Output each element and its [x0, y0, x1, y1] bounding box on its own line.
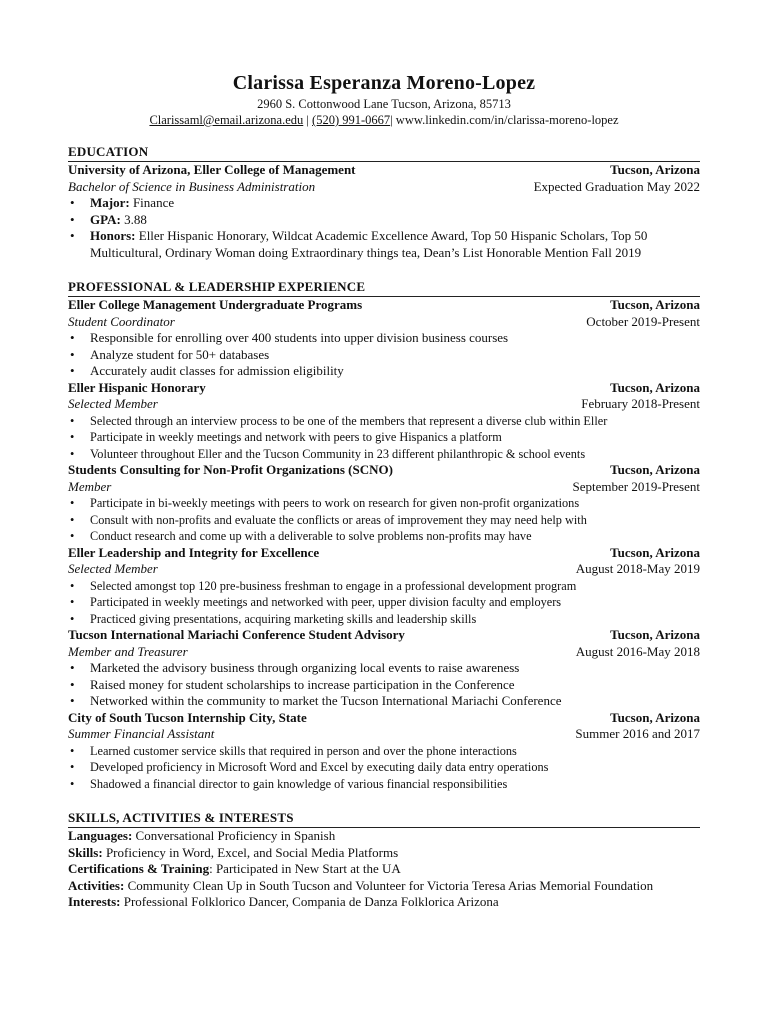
- skill-label: Certifications & Training: [68, 861, 210, 876]
- school-location: Tucson, Arizona: [610, 162, 700, 177]
- skill-label: Languages:: [68, 828, 133, 843]
- list-item: • Participated in weekly meetings and networked with peer, upper division faculty and employers: [68, 594, 700, 611]
- linkedin-url: www.linkedin.com/in/clarissa-moreno-lopez: [395, 113, 619, 127]
- org-location: Tucson, Arizona: [610, 297, 700, 312]
- email-link[interactable]: Clarissaml@email.arizona.edu: [149, 113, 304, 127]
- skill-line: [68, 828, 700, 845]
- major-value: Finance: [129, 195, 175, 210]
- list-item: • Networked within the community to market the Tucson International Mariachi Conference: [68, 693, 700, 710]
- candidate-name: Clarissa Esperanza Moreno-Lopez: [232, 72, 536, 94]
- list-item: • Shadowed a financial director to gain knowledge of various financial responsibilities: [68, 776, 700, 793]
- list-item: • Consult with non-profits and evaluate the conflicts or areas of improvement they may need help with: [68, 512, 700, 529]
- skill-value: Community Clean Up in South Tucson and Volunteer for Victoria Teresa Arias Memorial Foundation: [124, 877, 654, 893]
- major-label: Major:: [90, 195, 130, 210]
- list-item: [68, 195, 700, 212]
- list-item: • Participate in weekly meetings and network with peers to give Hispanics a platform: [68, 429, 700, 446]
- skill-line: [68, 861, 700, 878]
- experience-entry: [68, 462, 700, 545]
- list-item: • Accurately audit classes for admission eligibility: [68, 363, 700, 380]
- role-title: Member and Treasurer: [68, 643, 188, 659]
- skill-value: Proficiency in Word, Excel, and Social Media Platforms: [102, 844, 399, 860]
- list-item: • Volunteer throughout Eller and the Tucson Community in 23 different philanthropic & school events: [68, 446, 700, 463]
- org-name: Eller Hispanic Honorary: [68, 379, 206, 395]
- separator: |: [303, 113, 313, 127]
- list-item: • Marketed the advisory business through organizing local events to raise awareness: [68, 660, 700, 677]
- list-item: • Participate in bi-weekly meetings with peers to work on research for given non-profit organizations: [68, 495, 700, 512]
- skill-line: [68, 845, 700, 862]
- list-item: • Developed proficiency in Microsoft Word and Excel by executing daily data entry operations: [68, 759, 700, 776]
- education-degree-row: [68, 179, 700, 196]
- role-title: Selected Member: [68, 396, 158, 411]
- org-name: City of South Tucson Internship City, State: [68, 709, 307, 725]
- list-item: • Raised money for student scholarships to increase participation in the Conference: [68, 677, 700, 694]
- list-item: • Conduct research and come up with a deliverable to solve problems non-profits may have: [68, 528, 700, 545]
- list-item: • Learned customer service skills that required in person and over the phone interactions: [68, 743, 700, 760]
- education-school-row: [68, 162, 700, 179]
- skill-value: : Participated in New Start at the UA: [209, 861, 401, 876]
- skill-line: [68, 878, 700, 895]
- role-dates: Summer 2016 and 2017: [575, 726, 700, 741]
- list-item: [68, 212, 700, 229]
- education-heading: EDUCATION: [68, 144, 700, 162]
- skill-value: Professional Folklorico Dancer, Compania de Danza Folklorica Arizona: [120, 894, 499, 909]
- experience-entry: [68, 627, 700, 710]
- experience-entry: [68, 380, 700, 463]
- role-dates: February 2018-Present: [581, 396, 700, 411]
- org-location: Tucson, Arizona: [610, 379, 700, 395]
- role-title: Selected Member: [68, 561, 158, 576]
- org-name: Tucson International Mariachi Conference Student Advisory: [68, 627, 405, 642]
- skill-value: Conversational Proficiency in Spanish: [132, 828, 336, 843]
- role-dates: September 2019-Present: [572, 478, 700, 494]
- role-title: Student Coordinator: [68, 313, 175, 329]
- school-name: University of Arizona, Eller College of Management: [68, 162, 356, 177]
- skill-label: Skills:: [68, 844, 103, 860]
- skill-label: Interests:: [68, 894, 121, 909]
- list-item: • Responsible for enrolling over 400 students into upper division business courses: [68, 330, 700, 347]
- gpa-value: 3.88: [120, 211, 147, 227]
- phone-link[interactable]: (520) 991-0667: [312, 113, 391, 127]
- separator: |: [390, 113, 396, 127]
- org-name: Eller College Management Undergraduate Programs: [68, 297, 363, 312]
- skill-line: [68, 894, 700, 911]
- role-dates: August 2018-May 2019: [575, 561, 700, 576]
- list-item: • Analyze student for 50+ databases: [68, 347, 700, 364]
- experience-entry: [68, 710, 700, 793]
- org-location: Tucson, Arizona: [610, 709, 700, 725]
- skills-list: [68, 828, 700, 911]
- education-details: [68, 195, 700, 261]
- experience-entry: [68, 545, 700, 628]
- address: 2960 S. Cottonwood Lane Tucson, Arizona, 85713: [257, 97, 511, 111]
- honors-label: Honors:: [90, 228, 136, 243]
- graduation-date: Expected Graduation May 2022: [533, 178, 700, 194]
- degree: Bachelor of Science in Business Administration: [68, 178, 316, 194]
- role-dates: August 2016-May 2018: [575, 643, 700, 659]
- list-item: • Selected amongst top 120 pre-business freshman to engage in a professional development program: [68, 578, 700, 595]
- role-dates: October 2019-Present: [586, 313, 700, 329]
- list-item: [68, 228, 700, 261]
- skill-label: Activities:: [68, 877, 125, 893]
- role-title: Member: [68, 478, 112, 494]
- org-location: Tucson, Arizona: [610, 462, 700, 477]
- role-title: Summer Financial Assistant: [68, 726, 215, 741]
- org-name: Eller Leadership and Integrity for Excellence: [68, 544, 320, 560]
- honors-value: Eller Hispanic Honorary, Wildcat Academic Excellence Award, Top 50 Hispanic Scholars, Top 50 Multicultural, Ordinary Woman doing Extraordinary things tea, Dean’s List Honorable Mention Fall 2019: [90, 228, 648, 260]
- gpa-label: GPA:: [90, 211, 121, 227]
- list-item: • Selected through an interview process to be one of the members that represent a diverse club within Eller: [68, 413, 700, 430]
- org-location: Tucson, Arizona: [610, 544, 700, 560]
- experience-heading: PROFESSIONAL & LEADERSHIP EXPERIENCE: [68, 279, 700, 297]
- org-location: Tucson, Arizona: [610, 627, 700, 642]
- org-name: Students Consulting for Non-Profit Organizations (SCNO): [68, 462, 393, 477]
- experience-entry: [68, 297, 700, 380]
- skills-heading: SKILLS, ACTIVITIES & INTERESTS: [68, 810, 700, 828]
- list-item: • Practiced giving presentations, acquiring marketing skills and leadership skills: [68, 611, 700, 628]
- contact-line: [68, 112, 700, 128]
